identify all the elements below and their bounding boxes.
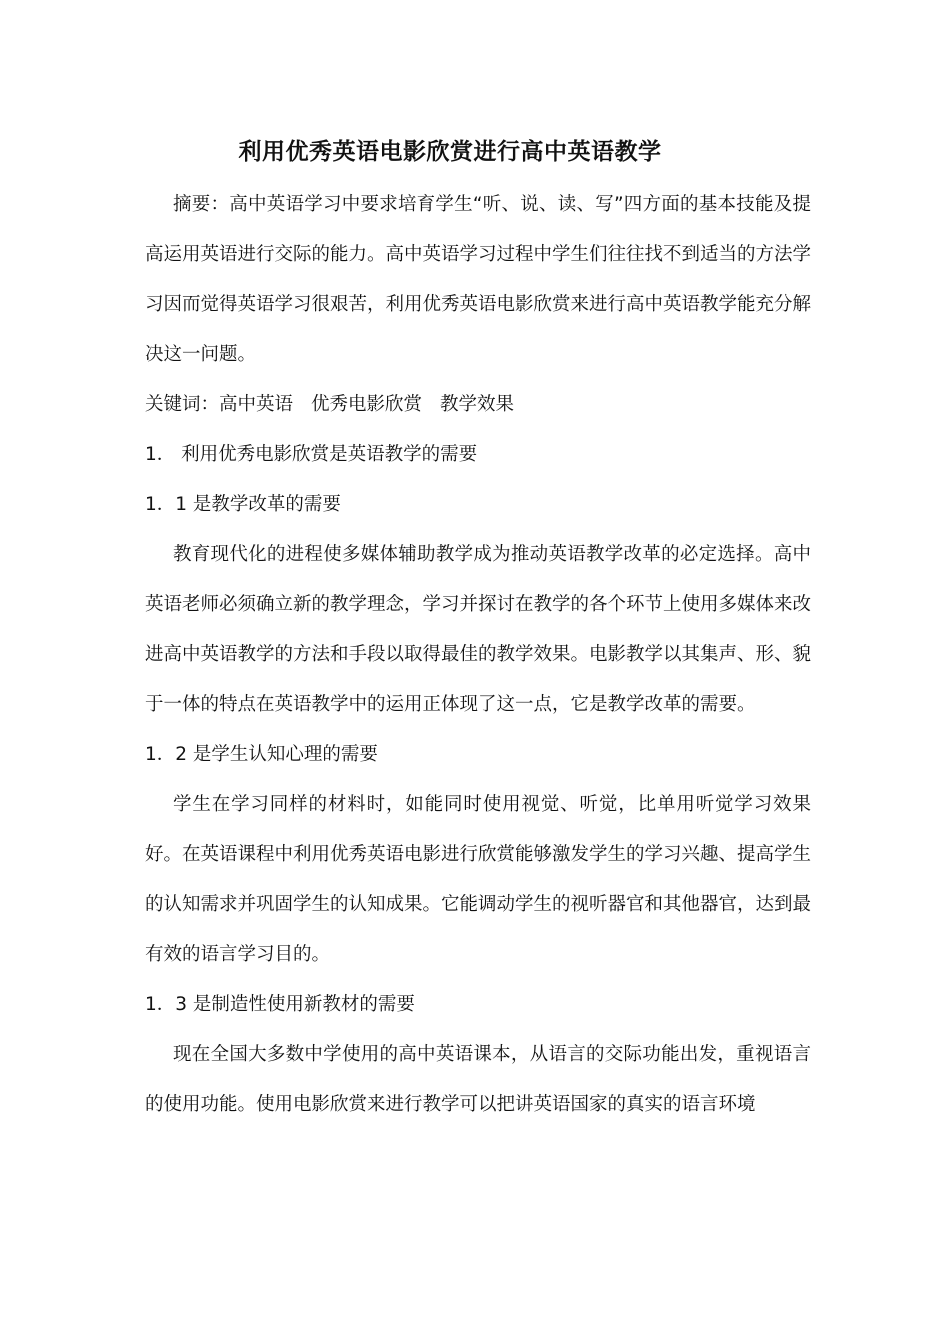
keywords-line bbox=[145, 380, 811, 430]
abstract-paragraph: 摘要：高中英语学习中要求培育学生“听、说、读、写”四方面的基本技能及提高运用英语进行交际的能力。高中英语学习过程中学生们往往找不到适当的方法学习因而觉得英语学习很艰苦，利用优秀英语电影欣赏来进行高中英语教学能充分解决这一问题。 bbox=[145, 194, 812, 365]
keyword-item: 优秀电影欣赏 bbox=[311, 394, 423, 415]
keyword-item: 教学效果 bbox=[440, 394, 515, 415]
document-title: 利用优秀英语电影欣赏进行高中英语教学 bbox=[238, 139, 662, 165]
subsection-heading: 1．3 是制造性使用新教材的需要 bbox=[145, 994, 415, 1015]
section-heading: 1． 利用优秀电影欣赏是英语教学的需要 bbox=[145, 444, 478, 465]
keyword-item: 高中英语 bbox=[219, 394, 294, 415]
keywords-label: 关键词： bbox=[145, 394, 220, 415]
body-paragraph: 教育现代化的进程使多媒体辅助教学成为推动英语教学改革的必定选择。高中英语老师必须确立新的教学理念，学习并探讨在教学的各个环节上使用多媒体来改进高中英语教学的方法和手段以取得最佳的教学效果。电影教学以其集声、形、貌于一体的特点在英语教学中的运用正体现了这一点，它是教学改革的需要。 bbox=[145, 544, 812, 715]
subsection-heading: 1．2 是学生认知心理的需要 bbox=[145, 744, 378, 765]
body-paragraph: 学生在学习同样的材料时，如能同时使用视觉、听觉，比单用听觉学习效果好。在英语课程中利用优秀英语电影进行欣赏能够激发学生的学习兴趣、提高学生的认知需求并巩固学生的认知成果。它能调动学生的视听器官和其他器官，达到最有效的语言学习目的。 bbox=[145, 794, 812, 965]
document-body bbox=[145, 180, 811, 1130]
body-paragraph: 现在全国大多数中学使用的高中英语课本，从语言的交际功能出发，重视语言的使用功能。使用电影欣赏来进行教学可以把讲英语国家的真实的语言环境 bbox=[145, 1044, 811, 1115]
subsection-heading: 1．1 是教学改革的需要 bbox=[145, 494, 341, 515]
